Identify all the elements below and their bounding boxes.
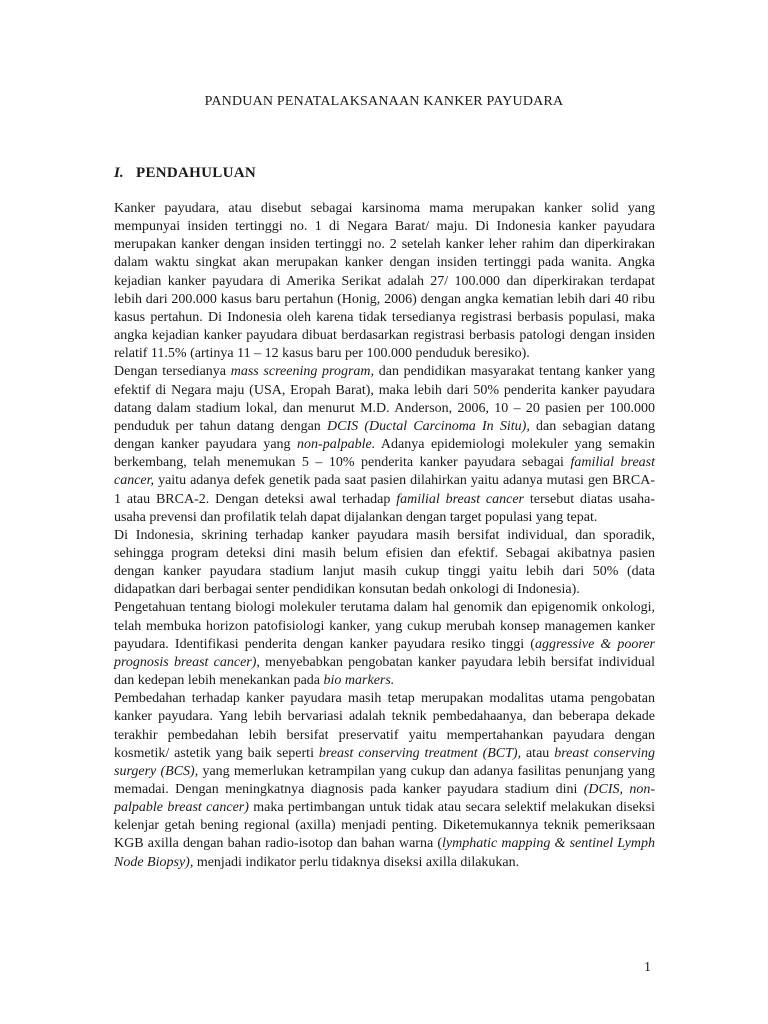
italic-term: non-palpable. [297,437,376,453]
text-run: Dengan tersedianya [114,364,231,380]
text-run: Kanker payudara, atau disebut sebagai karsinoma mama merupakan kanker solid yang mempunyai insiden tertinggi no. 1 di Negara Barat/ maju. Di Indonesia kanker payudara merupakan kanker dengan insiden tertinggi no. 2 setelah kanker leher rahim dan diperkirakan dalam waktu singkat akan merupakan kanker dengan insiden tertinggi pada wanita. Angka kejadian kanker payudara di Amerika Serikat adalah 27/ 100.000 dan diperkirakan terdapat lebih dari 200.000 kasus baru pertahun (Honig, 2006) dengan angka kematian lebih dari 40 ribu kasus pertahun. Di Indonesia oleh karena tidak tersedianya registrasi berbasis populasi, maka angka kejadian kanker payudara dibuat berdasarkan registrasi berbasis patologi dengan insiden relatif 11.5% (artinya 11 – 12 kasus baru per 100.000 penduduk beresiko). [114,201,655,362]
italic-term: lymphatic mapping & sentinel Lymph Node Biopsy), [114,836,655,870]
italic-term: DCIS (Ductal Carcinoma In Situ), [327,418,530,434]
text-run: dan sebagian datang dengan kanker payudara yang [114,418,655,453]
paragraph [114,527,655,600]
text-run: Adanya epidemiologi molekuler yang semakin berkembang, telah menemukan 5 – 10% penderita kanker payudara sebagai [114,437,655,471]
italic-term: familial breast cancer [396,491,525,507]
italic-term: breast conserving treatment (BCT), [318,745,522,761]
section-number: I. [114,165,124,181]
italic-term: (DCIS, non-palpable breast cancer) [114,782,655,816]
paragraph [114,363,655,526]
text-run: Di Indonesia, skrining terhadap kanker payudara masih bersifat individual, dan sporadik, sehingga program deteksi dini masih belum efisien dan efektif. Sebagai akibatnya pasien dengan kanker payudara stadium lanjut masih cukup tinggi yaitu lebih dari 50% (data didapatkan dari berbagai senter pendidikan konsutan bedah onkologi di Indonesia). [114,527,655,598]
document-title: PANDUAN PENATALAKSANAAN KANKER PAYUDARA [204,94,564,109]
text-run: dan pendidikan masyarakat tentang kanker yang efektif di Negara maju (USA, Eropah Barat), maka lebih dari 50% penderita kanker payudara datang dalam stadium lokal, dan menurut M.D. Anderson, 2006, 10 – 20 pasien per 100.000 penduduk per tahun datang dengan [114,364,655,434]
section-title: PENDAHULUAN [136,165,256,181]
paragraph [114,200,655,363]
paragraph [114,690,655,872]
text-run: menyebabkan pengobatan kanker payudara lebih bersifat individual dan kedepan lebih menekankan pada [114,654,655,689]
text-run: maka pertimbangan untuk tidak atau secara selektif melakukan diseksi kelenjar getah bening regional (axilla) menjadi penting. Diketemukannya teknik pemeriksaan KGB axilla dengan bahan radio-isotop dan bahan warna ( [114,800,655,852]
italic-term: mass screening program, [230,364,375,380]
text-run: Pengetahuan tentang biologi molekuler terutama dalam hal genomik dan epigenomik onkologi, telah membuka horizon patofisiologi kanker, yang cukup merubah konsep managemen kanker payudara. Identifikasi penderita dengan kanker payudara resiko tinggi ( [114,600,655,652]
paragraph [114,599,655,690]
text-run: menjadi indikator perlu tidaknya diseksi axilla dilakukan. [193,854,520,870]
italic-term: familial breast cancer, [114,455,655,489]
italic-term: bio markers. [323,673,395,689]
text-run: Pembedahan terhadap kanker payudara masih tetap merupakan modalitas utama pengobatan kanker payudara. Yang lebih bervariasi adalah teknik pembedahaanya, dan beberapa dekade terakhir pembedahan lebih bersifat preservatif yaitu mempertahankan payudara dengan kosmetik/ astetik yang baik seperti [114,691,655,761]
section-heading [114,165,256,182]
page-number: 1 [644,960,651,975]
text-run: yaitu adanya defek genetik pada saat pasien dilahirkan yaitu adanya mutasi gen BRCA-1 atau BRCA-2. Dengan deteksi awal terhadap [114,473,655,507]
text-run: tersebut diatas usaha-usaha prevensi dan profilatik telah dapat dijalankan dengan target populasi yang tepat. [114,491,656,525]
italic-term: aggressive & poorer prognosis breast cancer), [114,636,656,670]
italic-term: breast conserving surgery (BCS), [114,745,655,779]
text-run: yang memerlukan ketrampilan yang cukup dan adanya fasilitas penunjang yang memadai. Dengan meningkatnya diagnosis pada kanker payudara stadium dini [114,763,655,797]
text-run: atau [521,745,555,761]
body-text [114,200,655,872]
